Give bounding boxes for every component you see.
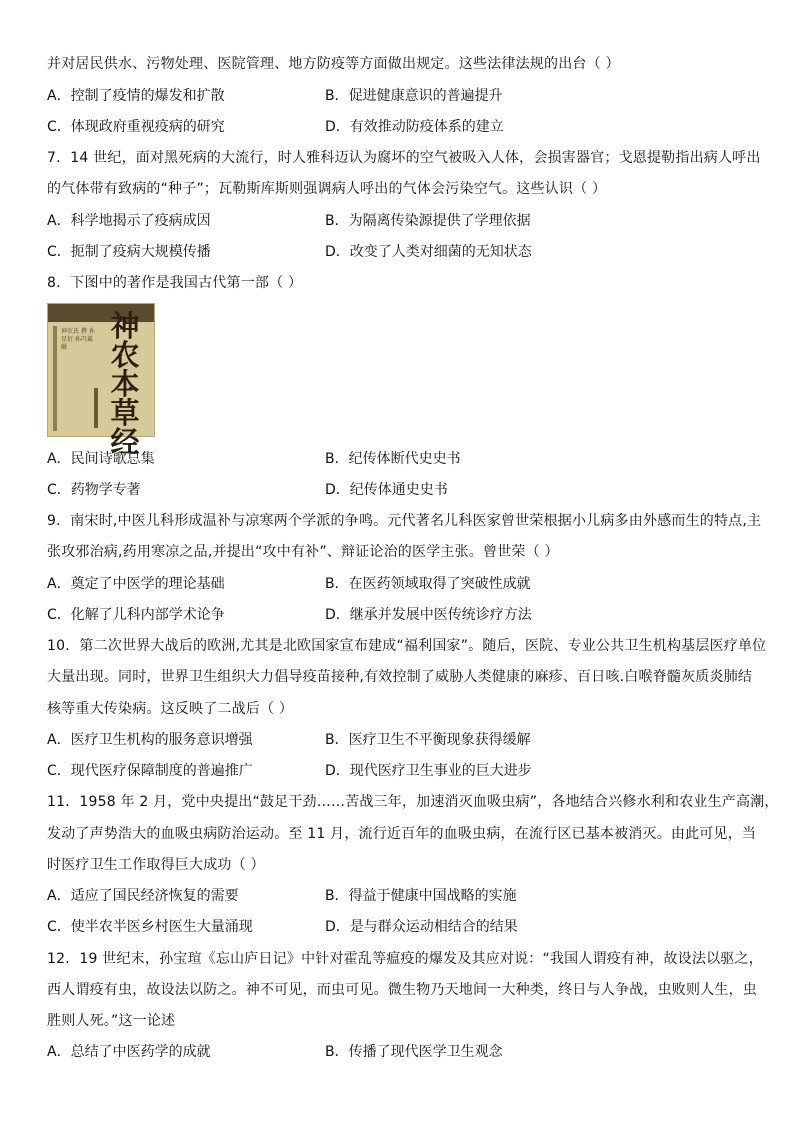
q6-option-b[interactable]: B．促进健康意识的普遍提升	[325, 88, 503, 104]
q6-stem-end: 并对居民供水、污物处理、医院管理、地方防疫等方面做出规定。这些法律法规的出台（ ）	[47, 56, 620, 72]
q11-stem-line-1: 11．1958 年 2 月，党中央提出“鼓足干劲……苦战三年，加速消灭血吸虫病”，各地结合兴修水利和农业生产高潮，	[47, 794, 779, 810]
q7-option-d[interactable]: D．改变了人类对细菌的无知状态	[325, 244, 532, 260]
q12-stem-line-1: 12．19 世纪末，孙宝瑄《忘山庐日记》中针对霍乱等瘟疫的爆发及其应对说：“我国人谓疫有神，故设法以驱之，	[47, 951, 763, 967]
q7-option-b[interactable]: B．为隔离传染源提供了学理依据	[325, 213, 531, 229]
q10-stem-line-2: 大量出现。同时，世界卫生组织大力倡导疫苗接种,有效控制了威胁人类健康的麻疹、百日咳.白喉脊髓灰质炎肺结	[47, 669, 753, 685]
cover-title: 神农本草经	[110, 309, 140, 459]
q9-stem-line-1: 9．南宋时,中医儿科形成温补与凉寒两个学派的争鸣。元代著名儿科医家曾世荣根据小儿病多由外感而生的特点,主	[47, 513, 762, 529]
q8-option-d[interactable]: D．纪传体通史史书	[325, 482, 448, 498]
q8-option-b[interactable]: B．纪传体断代史史书	[325, 451, 461, 467]
q7-option-c[interactable]: C．扼制了疫病大规模传播	[47, 244, 211, 260]
q7-option-a[interactable]: A．科学地揭示了疫病成因	[47, 213, 211, 229]
q10-option-d[interactable]: D．现代医疗卫生事业的巨大进步	[325, 763, 532, 779]
q10-option-b[interactable]: B．医疗卫生不平衡现象获得缓解	[325, 732, 531, 748]
cover-author-text: 神农氏 撰 孙星衍 孙冯翼 辑	[61, 328, 95, 351]
q12-stem-line-3: 胜则人死。”这一论述	[47, 1013, 176, 1029]
cover-publisher-mark	[94, 388, 98, 428]
q8-stem: 8．下图中的著作是我国古代第一部（ ）	[47, 275, 303, 291]
q8-option-a[interactable]: A．民间诗歌总集	[47, 451, 155, 467]
q11-option-c[interactable]: C．使半农半医乡村医生大量涌现	[47, 919, 253, 935]
q12-option-a[interactable]: A．总结了中医药学的成就	[47, 1044, 211, 1060]
q8-option-c[interactable]: C．药物学专著	[47, 482, 141, 498]
q6-option-a[interactable]: A．控制了疫情的爆发和扩散	[47, 88, 225, 104]
q11-stem-line-2: 发动了声势浩大的血吸虫病防治运动。至 11 月，流行近百年的血吸虫病，在流行区已基本被消灭。由此可见，当	[47, 826, 757, 842]
q10-option-c[interactable]: C．现代医疗保障制度的普遍推广	[47, 763, 253, 779]
q12-option-b[interactable]: B．传播了现代医学卫生观念	[325, 1044, 503, 1060]
q9-option-a[interactable]: A．奠定了中医学的理论基础	[47, 576, 225, 592]
q6-option-c[interactable]: C．体现政府重视疫病的研究	[47, 119, 225, 135]
cover-side-stripe	[53, 326, 57, 431]
q11-stem-line-3: 时医疗卫生工作取得巨大成功（ ）	[47, 857, 265, 873]
q9-option-d[interactable]: D．继承并发展中医传统诊疗方法	[325, 607, 532, 623]
q7-stem-line-1: 7．14 世纪，面对黑死病的大流行，时人雅科迈认为腐坏的空气被吸入人体，会损害器官；戈恩提勒指出病人呼出	[47, 150, 761, 166]
q11-option-b[interactable]: B．得益于健康中国战略的实施	[325, 888, 517, 904]
q10-stem-line-3: 核等重大传染病。这反映了二战后（ ）	[47, 701, 294, 717]
q11-option-a[interactable]: A．适应了国民经济恢复的需要	[47, 888, 239, 904]
q12-stem-line-2: 西人谓疫有虫，故设法以防之。神不可见，而虫可见。微生物乃天地间一大种类，终日与人争战，虫败则人生，虫	[47, 982, 757, 998]
q9-option-b[interactable]: B．在医药领域取得了突破性成就	[325, 576, 531, 592]
q7-stem-line-2: 的气体带有致病的“种子”；瓦勒斯库斯则强调病人呼出的气体会污染空气。这些认识（ ）	[47, 181, 607, 197]
q11-option-d[interactable]: D．是与群众运动相结合的结果	[325, 919, 518, 935]
q10-stem-line-1: 10．第二次世界大战后的欧洲,尤其是北欧国家宣布建成“福利国家”。随后，医院、专业公共卫生机构基层医疗单位	[47, 638, 767, 654]
q9-option-c[interactable]: C．化解了儿科内部学术论争	[47, 607, 225, 623]
q10-option-a[interactable]: A．医疗卫生机构的服务意识增强	[47, 732, 253, 748]
q9-stem-line-2: 张攻邪治病,药用寒凉之品,并提出“攻中有补”、辩证论治的医学主张。曾世荣（ ）	[47, 544, 559, 560]
q6-option-d[interactable]: D．有效推动防疫体系的建立	[325, 119, 504, 135]
